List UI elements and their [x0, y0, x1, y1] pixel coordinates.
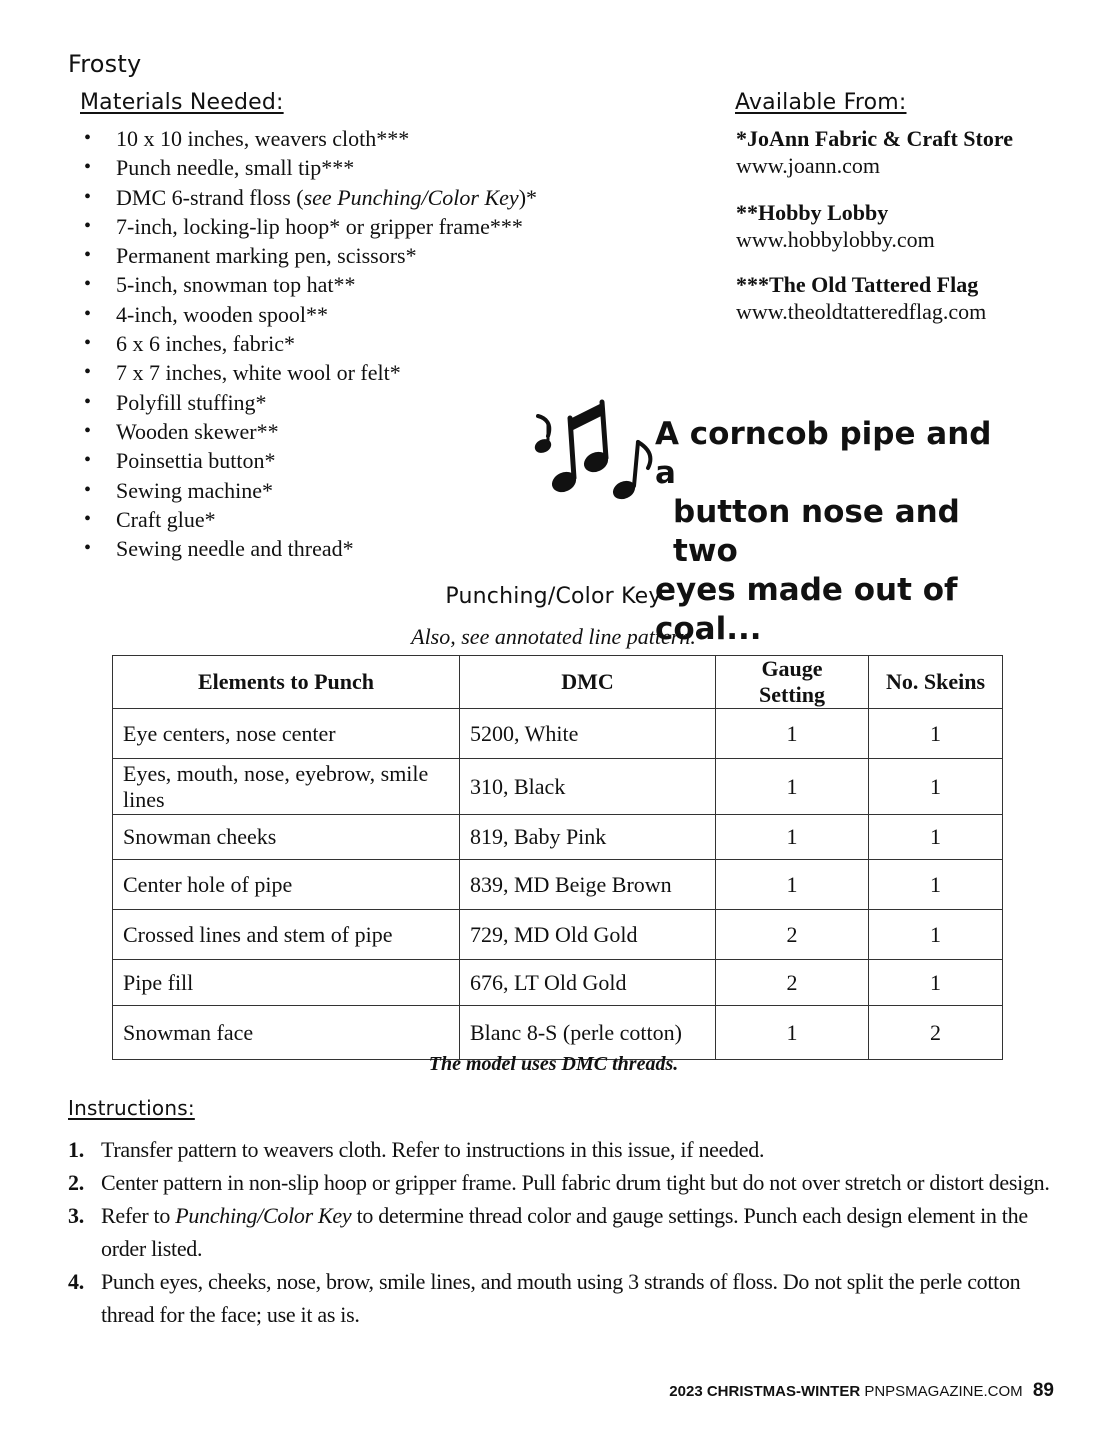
list-item: • Permanent marking pen, scissors* [80, 241, 600, 270]
table-row [113, 759, 1003, 815]
list-item: • 6 x 6 inches, fabric* [80, 329, 600, 358]
step-text: Transfer pattern to weavers cloth. Refer to instructions in this issue, if needed. [101, 1137, 765, 1162]
table-cell: Blanc 8-S (perle cotton) [460, 1006, 716, 1060]
store-url[interactable]: www.hobbylobby.com [736, 227, 935, 252]
table-cell: 1 [716, 815, 869, 860]
table-cell: Snowman cheeks [113, 815, 460, 860]
dmc-item-prefix: DMC 6-strand floss ( [116, 184, 304, 210]
table-cell: 819, Baby Pink [460, 815, 716, 860]
column-header: Elements to Punch [113, 656, 460, 709]
table-cell: Crossed lines and stem of pipe [113, 910, 460, 960]
step-number: 1. [68, 1137, 84, 1162]
step-text: Refer to [101, 1203, 176, 1228]
table-row [113, 960, 1003, 1006]
step-text-italic: Punching/Color Key [175, 1203, 352, 1228]
lyric-callout [655, 415, 1015, 649]
column-header: Gauge Setting [716, 656, 869, 709]
store-name: *JoAnn Fabric & Craft Store [736, 126, 1013, 151]
table-cell: 1 [869, 709, 1003, 759]
table-cell: 1 [869, 759, 1003, 815]
table-row [113, 860, 1003, 910]
list-item: • Wooden skewer** [80, 417, 600, 446]
materials-heading: Materials Needed: [80, 90, 284, 115]
table-header-row [113, 656, 1003, 709]
store-joann [736, 125, 1013, 179]
dmc-item-italic: see Punching/Color Key [303, 184, 519, 210]
table-cell: 1 [716, 860, 869, 910]
materials-list [80, 124, 600, 563]
list-item: • 5-inch, snowman top hat** [80, 270, 600, 299]
footer-issue: 2023 CHRISTMAS-WINTER [669, 1383, 861, 1400]
lyric-line: button nose and two [673, 494, 960, 569]
list-item [68, 1199, 1058, 1265]
step-number: 3. [68, 1203, 84, 1228]
instructions-list [68, 1133, 1058, 1331]
table-row [113, 815, 1003, 860]
table-cell: 1 [869, 910, 1003, 960]
footer-site[interactable]: PNPSMAGAZINE.COM [864, 1383, 1023, 1400]
lyric-line: A corncob pipe and a [655, 416, 992, 491]
table-cell: 1 [716, 709, 869, 759]
table-cell: 2 [716, 960, 869, 1006]
store-old-tattered-flag [736, 271, 986, 325]
store-url[interactable]: www.joann.com [736, 153, 880, 178]
color-key-subheading: Also, see annotated line pattern. [411, 624, 696, 649]
table-cell: 2 [869, 1006, 1003, 1060]
store-hobby-lobby [736, 199, 935, 253]
color-key-table [112, 655, 1003, 1060]
table-row [113, 910, 1003, 960]
table-row [113, 709, 1003, 759]
step-number: 2. [68, 1170, 84, 1195]
step-number: 4. [68, 1269, 84, 1294]
list-item: • 7-inch, locking-lip hoop* or gripper frame*** [80, 212, 600, 241]
table-cell: 2 [716, 910, 869, 960]
list-item: • Poinsettia button* [80, 446, 600, 475]
list-item: • Sewing needle and thread* [80, 534, 600, 563]
table-cell: Eye centers, nose center [113, 709, 460, 759]
table-cell: 310, Black [460, 759, 716, 815]
page-number: 89 [1032, 1380, 1054, 1401]
table-cell: 676, LT Old Gold [460, 960, 716, 1006]
list-item: • 4-inch, wooden spool** [80, 300, 600, 329]
table-cell: 1 [869, 860, 1003, 910]
table-cell: Snowman face [113, 1006, 460, 1060]
list-item: • Polyfill stuffing* [80, 388, 600, 417]
table-cell: 729, MD Old Gold [460, 910, 716, 960]
table-cell: 1 [716, 759, 869, 815]
color-key-note: The model uses DMC threads. [428, 1053, 679, 1075]
color-key-heading: Punching/Color Key [445, 584, 662, 609]
music-notes-icon [528, 398, 658, 503]
store-url[interactable]: www.theoldtatteredflag.com [736, 299, 987, 324]
list-item [68, 1166, 1058, 1199]
dmc-item-suffix: )* [518, 184, 538, 210]
table-cell: 5200, White [460, 709, 716, 759]
list-item: • Craft glue* [80, 505, 600, 534]
lyric-line: eyes made out of coal... [655, 572, 958, 647]
step-text: Punch eyes, cheeks, nose, brow, smile lines, and mouth using 3 strands of floss. Do not split the perle cotton thread for the face; use it as is. [101, 1269, 1021, 1327]
available-from-heading: Available From: [735, 90, 907, 115]
list-item: • 7 x 7 inches, white wool or felt* [80, 358, 600, 387]
store-name: ***The Old Tattered Flag [736, 272, 979, 297]
column-header: No. Skeins [869, 656, 1003, 709]
page-footer [669, 1380, 1054, 1402]
list-item: • Punch needle, small tip*** [80, 153, 600, 182]
list-item [68, 1133, 1058, 1166]
table-cell: Pipe fill [113, 960, 460, 1006]
table-cell: Center hole of pipe [113, 860, 460, 910]
table-cell: 1 [716, 1006, 869, 1060]
table-cell: 1 [869, 960, 1003, 1006]
table-row [113, 1006, 1003, 1060]
instructions-heading: Instructions: [68, 1096, 195, 1120]
list-item [68, 1265, 1058, 1331]
table-cell: Eyes, mouth, nose, eyebrow, smile lines [113, 759, 460, 815]
list-item: • 10 x 10 inches, weavers cloth*** [80, 124, 600, 153]
step-text: Center pattern in non-slip hoop or gripper frame. Pull fabric drum tight but do not over stretch or distort design. [101, 1170, 1050, 1195]
table-cell: 1 [869, 815, 1003, 860]
list-item: • Sewing machine* [80, 476, 600, 505]
store-name: **Hobby Lobby [736, 200, 889, 225]
step-text: to determine thread color and gauge settings. Punch each design element in the order listed. [101, 1203, 1028, 1261]
list-item [80, 183, 600, 212]
column-header: DMC [460, 656, 716, 709]
table-cell: 839, MD Beige Brown [460, 860, 716, 910]
project-title: Frosty [68, 50, 142, 78]
